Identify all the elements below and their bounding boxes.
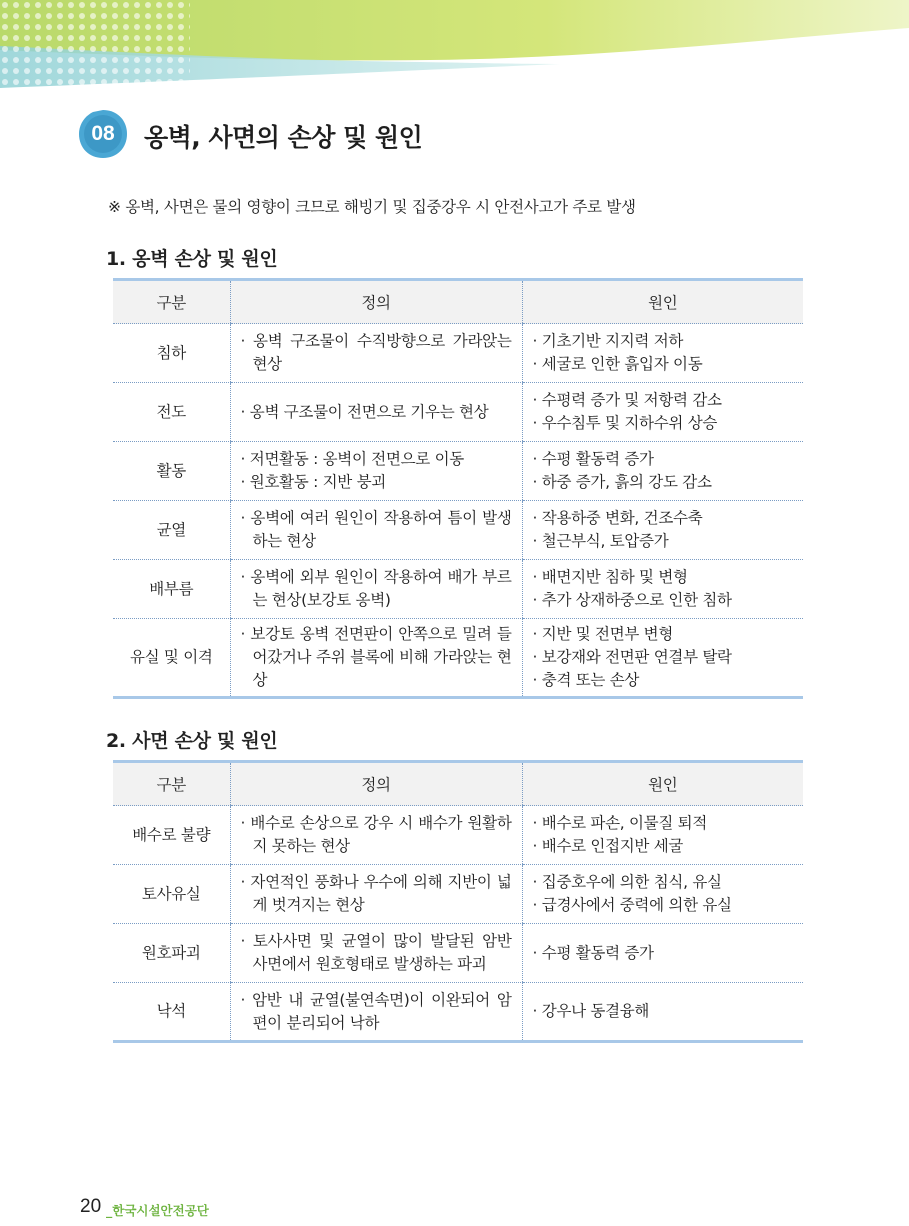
retaining-wall-damage-table <box>113 278 803 699</box>
footer-organization: _한국시설안전공단 <box>106 1203 209 1218</box>
table-row <box>113 983 803 1042</box>
row-definition <box>230 619 522 698</box>
cause-item: · 추가 상재하중으로 인한 침하 <box>533 589 794 612</box>
definition-item: · 암반 내 균열(불연속면)이 이완되어 암편이 분리되어 낙하 <box>241 989 512 1035</box>
row-cause <box>522 324 803 383</box>
column-header-definition: 정의 <box>230 280 522 324</box>
definition-item: · 저면활동 : 옹벽이 전면으로 이동 <box>241 448 512 471</box>
table-body <box>113 806 803 1042</box>
cause-item: · 배면지반 침하 및 변형 <box>533 566 794 589</box>
definition-item: · 옹벽 구조물이 수직방향으로 가라앉는 현상 <box>241 330 512 376</box>
slope-damage-table <box>113 760 803 1043</box>
cause-item: · 보강재와 전면판 연결부 탈락 <box>533 646 794 669</box>
cause-item: · 강우나 동결융해 <box>533 1000 794 1023</box>
row-category: 배부름 <box>113 560 230 619</box>
table1-heading: 1. 옹벽 손상 및 원인 <box>106 248 278 270</box>
row-cause <box>522 983 803 1042</box>
table-row <box>113 619 803 698</box>
definition-item: · 배수로 손상으로 강우 시 배수가 원활하지 못하는 현상 <box>241 812 512 858</box>
row-category: 침하 <box>113 324 230 383</box>
row-cause <box>522 806 803 865</box>
cause-item: · 지반 및 전면부 변형 <box>533 623 794 646</box>
row-category: 낙석 <box>113 983 230 1042</box>
row-category: 전도 <box>113 383 230 442</box>
cause-item: · 기초기반 지지력 저하 <box>533 330 794 353</box>
row-cause <box>522 619 803 698</box>
header-banner <box>0 0 909 110</box>
section-number: 08 <box>91 122 115 145</box>
table-header-row <box>113 280 803 324</box>
definition-item: · 옹벽 구조물이 전면으로 기우는 현상 <box>241 401 512 424</box>
table-row <box>113 924 803 983</box>
definition-item: · 옹벽에 외부 원인이 작용하여 배가 부르는 현상(보강토 옹벽) <box>241 566 512 612</box>
row-definition <box>230 806 522 865</box>
row-cause <box>522 924 803 983</box>
table-row <box>113 324 803 383</box>
cause-item: · 배수로 인접지반 세굴 <box>533 835 794 858</box>
row-category: 토사유실 <box>113 865 230 924</box>
definition-item: · 원호활동 : 지반 붕괴 <box>241 471 512 494</box>
table-row <box>113 560 803 619</box>
row-category: 활동 <box>113 442 230 501</box>
row-definition <box>230 324 522 383</box>
cause-item: · 집중호우에 의한 침식, 유실 <box>533 871 794 894</box>
row-definition <box>230 442 522 501</box>
cause-item: · 우수침투 및 지하수위 상승 <box>533 412 794 435</box>
cause-item: · 수평 활동력 증가 <box>533 448 794 471</box>
row-category: 유실 및 이격 <box>113 619 230 698</box>
row-definition <box>230 560 522 619</box>
row-definition <box>230 383 522 442</box>
table2-heading: 2. 사면 손상 및 원인 <box>106 730 278 752</box>
cause-item: · 철근부식, 토압증가 <box>533 530 794 553</box>
definition-item: · 보강토 옹벽 전면판이 안쪽으로 밀려 들어갔거나 주위 블록에 비해 가라앉는 현상 <box>241 623 512 692</box>
definition-item: · 옹벽에 여러 원인이 작용하여 틈이 발생하는 현상 <box>241 507 512 553</box>
cause-item: · 급경사에서 중력에 의한 유실 <box>533 894 794 917</box>
row-category: 균열 <box>113 501 230 560</box>
row-cause <box>522 442 803 501</box>
definition-item: · 자연적인 풍화나 우수에 의해 지반이 넓게 벗겨지는 현상 <box>241 871 512 917</box>
cause-item: · 작용하중 변화, 건조수축 <box>533 507 794 530</box>
cause-item: · 배수로 파손, 이물질 퇴적 <box>533 812 794 835</box>
page-title: 옹벽, 사면의 손상 및 원인 <box>144 123 423 152</box>
row-definition <box>230 501 522 560</box>
table-row <box>113 806 803 865</box>
row-definition <box>230 865 522 924</box>
table-row <box>113 442 803 501</box>
cause-item: · 하중 증가, 흙의 강도 감소 <box>533 471 794 494</box>
row-cause <box>522 865 803 924</box>
cause-item: · 세굴로 인한 흙입자 이동 <box>533 353 794 376</box>
row-cause <box>522 501 803 560</box>
row-cause <box>522 560 803 619</box>
table-row <box>113 501 803 560</box>
column-header-category: 구분 <box>113 280 230 324</box>
cause-item: · 수평 활동력 증가 <box>533 942 794 965</box>
column-header-cause: 원인 <box>522 762 803 806</box>
row-definition <box>230 924 522 983</box>
cause-item: · 충격 또는 손상 <box>533 669 794 692</box>
section-note: ※ 옹벽, 사면은 물의 영향이 크므로 해빙기 및 집중강우 시 안전사고가 주로 발생 <box>108 198 636 216</box>
column-header-definition: 정의 <box>230 762 522 806</box>
table-body <box>113 324 803 698</box>
row-definition <box>230 983 522 1042</box>
page-number: 20 <box>80 1196 102 1217</box>
definition-item: · 토사사면 및 균열이 많이 발달된 암반 사면에서 원호형태로 발생하는 파괴 <box>241 930 512 976</box>
table-row <box>113 865 803 924</box>
table-row <box>113 383 803 442</box>
column-header-category: 구분 <box>113 762 230 806</box>
row-category: 원호파괴 <box>113 924 230 983</box>
cause-item: · 수평력 증가 및 저항력 감소 <box>533 389 794 412</box>
row-cause <box>522 383 803 442</box>
row-category: 배수로 불량 <box>113 806 230 865</box>
table-header-row <box>113 762 803 806</box>
column-header-cause: 원인 <box>522 280 803 324</box>
